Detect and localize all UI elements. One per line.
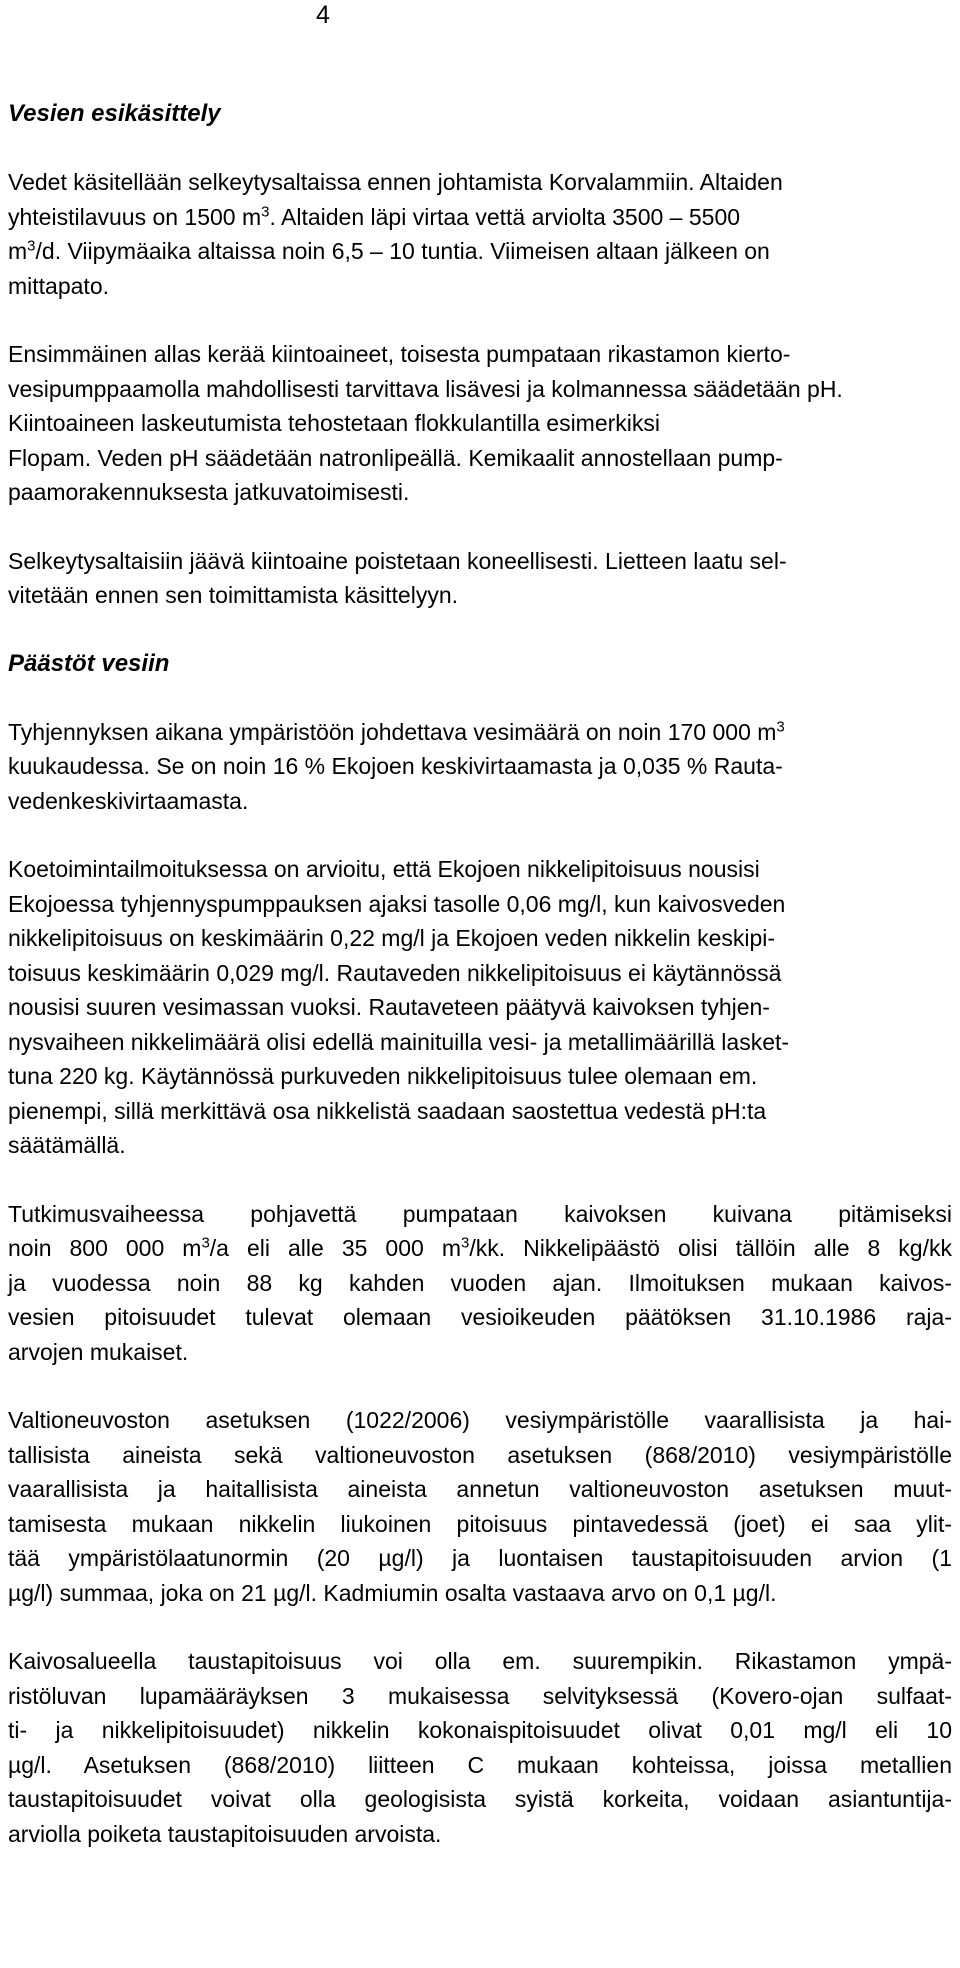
superscript: 3 — [27, 237, 36, 255]
superscript: 3 — [776, 717, 785, 735]
text-span: /a eli alle 35 000 m — [209, 1235, 461, 1261]
paragraph-discharge-volume — [8, 715, 952, 819]
text-line: arvojen mukaiset. — [8, 1338, 189, 1365]
text-span: Tyhjennyksen aikana ympäristöön johdettava vesimäärä on noin 170 000 m — [8, 718, 777, 745]
text-span: noin 800 000 m — [8, 1235, 202, 1261]
text-line: Vedet käsitellään selkeytysaltaissa ennen johtamista Korvalammiin. Altaiden — [8, 169, 783, 195]
page-number: 4 — [316, 1, 330, 29]
text-line — [8, 715, 952, 750]
text-line: Kiintoaineen laskeutumista tehostetaan flokkulantilla esimerkiksi — [8, 410, 661, 436]
text-line: säätämällä. — [8, 1132, 126, 1158]
section-heading-emissions: Päästöt vesiin — [8, 649, 170, 677]
document-body — [8, 97, 952, 1851]
text-span: /kk. Nikkelipäästö olisi tällöin alle 8 kg/kk — [469, 1235, 952, 1261]
text-line: µg/l. Asetuksen (868/2010) liitteen C mukaan kohteissa, joissa metallien — [8, 1751, 952, 1778]
text-span: . Altaiden läpi virtaa vettä arviolta 3500 – 5500 — [269, 203, 741, 230]
text-line: ti- ja nikkelipitoisuudet) nikkelin kokonaispitoisuudet olivat 0,01 mg/l eli 10 — [8, 1717, 952, 1743]
text-line: vaarallisista ja haitallisista aineista annetun valtioneuvoston asetuksen muut- — [8, 1476, 952, 1502]
paragraph-groundwater — [8, 1197, 952, 1370]
text-line — [8, 1231, 952, 1266]
text-line: kuukaudessa. Se on noin 16 % Ekojoen keskivirtaamasta ja 0,035 % Rauta- — [8, 753, 783, 779]
text-line: toisuus keskimäärin 0,029 mg/l. Rautaveden nikkelipitoisuus ei käytännössä — [8, 959, 782, 986]
text-line: nousisi suuren vesimassan vuoksi. Rautaveteen päätyvä kaivoksen tyhjen- — [8, 994, 770, 1020]
text-line: µg/l) summaa, joka on 21 µg/l. Kadmiumin osalta vastaava arvo on 0,1 µg/l. — [8, 1579, 777, 1606]
text-line: vesipumppaamolla mahdollisesti tarvittava lisävesi ja kolmannessa säädetään pH. — [8, 375, 843, 402]
paragraph-sedimentation — [8, 337, 952, 510]
text-line: vesien pitoisuudet tulevat olemaan vesioikeuden päätöksen 31.10.1986 raja- — [8, 1304, 952, 1330]
paragraph-regulation — [8, 1403, 952, 1610]
text-line: ristöluvan lupamääräyksen 3 mukaisessa selvityksessä (Kovero-ojan sulfaat- — [8, 1682, 952, 1709]
superscript: 3 — [261, 202, 270, 220]
text-line: arviolla poiketa taustapitoisuuden arvoista. — [8, 1820, 442, 1847]
text-line: nysvaiheen nikkelimäärä olisi edellä mainituilla vesi- ja metallimäärillä lasket- — [8, 1028, 790, 1055]
text-line: vedenkeskivirtaamasta. — [8, 787, 249, 814]
paragraph-basins — [8, 165, 952, 303]
text-line: tää ympäristölaatunormin (20 µg/l) ja luontaisen taustapitoisuuden arvion (1 — [8, 1545, 952, 1571]
text-span: yhteistilavuus on 1500 m — [8, 203, 262, 230]
superscript: 3 — [461, 1234, 470, 1252]
paragraph-background-concentration — [8, 1644, 952, 1851]
text-line: Koetoimintailmoituksessa on arvioitu, että Ekojoen nikkelipitoisuus nousisi — [8, 856, 760, 882]
text-line: Ekojoessa tyhjennyspumppauksen ajaksi tasolle 0,06 mg/l, kun kaivosveden — [8, 890, 786, 917]
text-line: tuna 220 kg. Käytännössä purkuveden nikkelipitoisuus tulee olemaan em. — [8, 1063, 758, 1089]
text-line: tallisista aineista sekä valtioneuvoston asetuksen (868/2010) vesiympäristölle — [8, 1441, 952, 1468]
text-line: nikkelipitoisuus on keskimäärin 0,22 mg/l ja Ekojoen veden nikkelin keskipi- — [8, 925, 776, 951]
superscript: 3 — [201, 1234, 210, 1252]
text-line: Flopam. Veden pH säädetään natronlipeällä. Kemikaalit annostellaan pump- — [8, 444, 783, 471]
text-line: paamorakennuksesta jatkuvatoimisesti. — [8, 479, 410, 505]
text-line: Ensimmäinen allas kerää kiintoaineet, toisesta pumpataan rikastamon kierto- — [8, 341, 791, 367]
text-line: ja vuodessa noin 88 kg kahden vuoden ajan. Ilmoituksen mukaan kaivos- — [8, 1269, 952, 1296]
text-line: vitetään ennen sen toimittamista käsittelyyn. — [8, 582, 459, 608]
text-span: m — [8, 238, 28, 264]
text-line: mittapato. — [8, 272, 109, 299]
text-line — [8, 234, 952, 269]
text-line: Selkeytysaltaisiin jäävä kiintoaine poistetaan koneellisesti. Lietteen laatu sel- — [8, 547, 787, 574]
text-line: Tutkimusvaiheessa pohjavettä pumpataan kaivoksen kuivana pitämiseksi — [8, 1200, 952, 1227]
text-line: taustapitoisuudet voivat olla geologisista syistä korkeita, voidaan asiantuntija- — [8, 1786, 952, 1812]
section-heading-pretreatment: Vesien esikäsittely — [8, 100, 221, 127]
text-span: /d. Viipymäaika altaissa noin 6,5 – 10 tuntia. Viimeisen altaan jälkeen on — [35, 238, 770, 264]
text-line — [8, 200, 952, 235]
paragraph-sludge — [8, 544, 952, 613]
text-line: tamisesta mukaan nikkelin liukoinen pitoisuus pintavedessä (joet) ei saa ylit- — [8, 1510, 952, 1537]
text-line: pienempi, sillä merkittävä osa nikkelistä saadaan saostettua vedestä pH:ta — [8, 1097, 767, 1124]
text-line: Valtioneuvoston asetuksen (1022/2006) vesiympäristölle vaarallisista ja hai- — [8, 1407, 952, 1433]
paragraph-nickel-estimate — [8, 852, 952, 1163]
text-line: Kaivosalueella taustapitoisuus voi olla em. suurempikin. Rikastamon ympä- — [8, 1648, 952, 1674]
